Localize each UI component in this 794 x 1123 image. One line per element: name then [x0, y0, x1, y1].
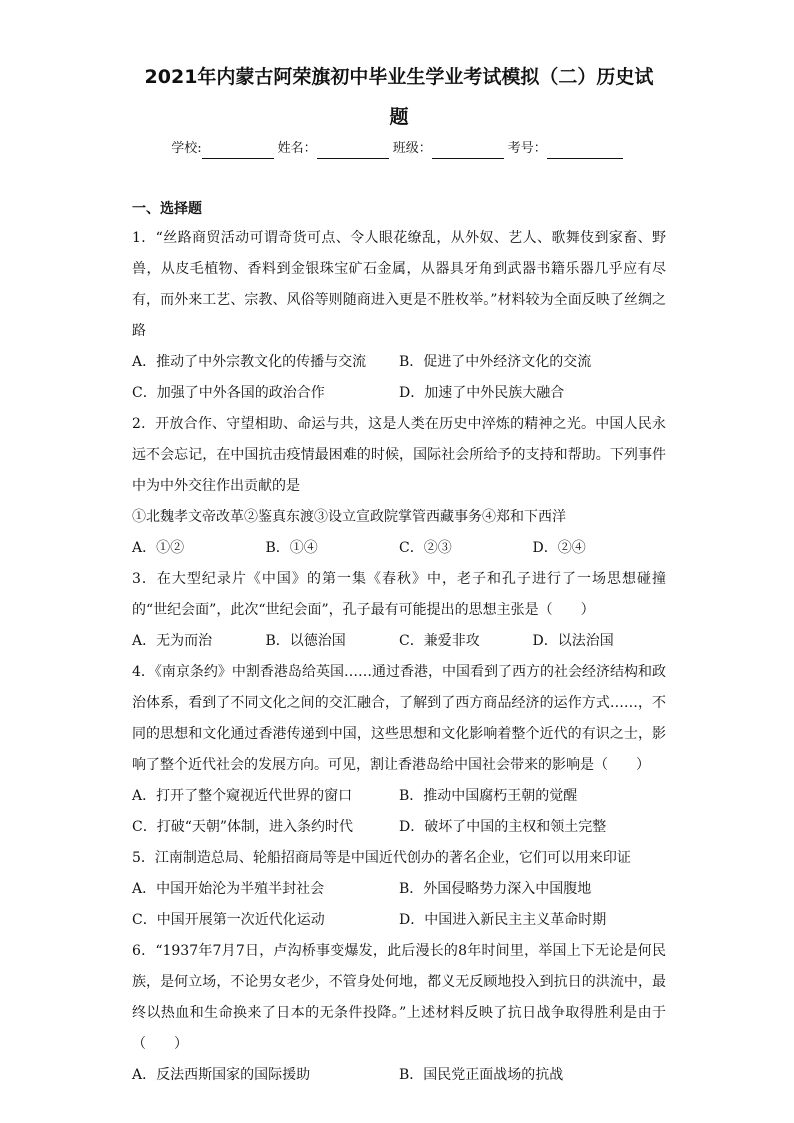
question-3 — [132, 564, 666, 657]
answer-option-c[interactable]: C．中国开展第一次近代化运动 — [132, 912, 325, 928]
answer-option-d[interactable]: D．破坏了中国的主权和领土完整 — [399, 819, 607, 835]
exam-number-blank[interactable] — [547, 144, 623, 159]
exam-number-label: 考号： — [507, 141, 547, 156]
section-heading: 一、选择题 — [132, 201, 202, 217]
name-label: 姓名： — [277, 141, 317, 156]
answer-option-b[interactable]: B．推动中国腐朽王朝的觉醒 — [399, 788, 578, 804]
answer-option-c[interactable]: C．加强了中外各国的政治合作 — [132, 385, 325, 401]
exam-number-field — [508, 139, 627, 159]
answer-option-b[interactable]: B．①④ — [265, 540, 318, 556]
question-1 — [132, 223, 666, 409]
answer-option-c[interactable]: C．兼爱非攻 — [399, 633, 480, 649]
answer-option-d[interactable]: D．以法治国 — [532, 633, 614, 649]
question-2 — [132, 409, 666, 564]
answer-options — [132, 874, 666, 936]
question-4 — [132, 657, 666, 843]
question-stem: 2．开放合作、守望相助、命运与共，这是人类在历史中淬炼的精神之光。中国人民永远不会忘记，在中国抗击疫情最困难的时候，国际社会所给予的支持和帮助。下列事件中为中外交往作出贡献的是 — [132, 416, 666, 494]
answer-options — [132, 626, 666, 657]
answer-option-a[interactable]: A．反法西斯国家的国际援助 — [132, 1067, 311, 1083]
question-stem: 4．《南京条约》中割香港岛给英国……通过香港，中国看到了西方的社会经济结构和政治体系，看到了不同文化之间的交汇融合，了解到了西方商品经济的运作方式……，不同的思想和文化通过香港传递到中国，这些思想和文化影响着整个近代的有识之士，影响了整个近代社会的发展方向。可见，割让香港岛给中国社会带来的影响是（ ） — [132, 664, 666, 773]
answer-option-a[interactable]: A．无为而治 — [132, 633, 213, 649]
answer-option-d[interactable]: D．中国进入新民主主义革命时期 — [399, 912, 607, 928]
question-6 — [132, 936, 666, 1091]
answer-option-b[interactable]: B．以德治国 — [265, 633, 346, 649]
answer-option-c[interactable]: C．打破“天朝”体制，进入条约时代 — [132, 819, 354, 835]
question-stem: 5．江南制造总局、轮船招商局等是中国近代创办的著名企业，它们可以用来印证 — [132, 850, 631, 866]
class-label: 班级： — [392, 141, 432, 156]
answer-option-d[interactable]: D．②④ — [532, 540, 586, 556]
question-list — [132, 223, 666, 1091]
question-stem: 6．“1937年7月7日，卢沟桥事变爆发，此后漫长的8年时间里，举国上下无论是何民族，是何立场，不论男女老少，不管身处何地，都义无反顾地投入到抗日的洪流中，最终以热血和生命换来了日本的无条件投降。”上述材料反映了抗日战争取得胜利是由于（ ） — [132, 943, 666, 1052]
school-field — [171, 139, 277, 159]
class-field — [393, 139, 508, 159]
question-stem: 1．“丝路商贸活动可谓奇货可点、令人眼花缭乱，从外奴、艺人、歌舞伎到家畜、野兽，从皮毛植物、香料到金银珠宝矿石金属，从器具牙角到武器书籍乐器几乎应有尽有，而外来工艺、宗教、风俗等则随商进入更是不胜枚举。”材料较为全面反映了丝绸之路 — [132, 230, 666, 339]
question-5 — [132, 843, 666, 936]
answer-option-a[interactable]: A．推动了中外宗教文化的传播与交流 — [132, 354, 367, 370]
class-blank[interactable] — [432, 144, 504, 159]
school-blank[interactable] — [202, 144, 274, 159]
answer-options — [132, 533, 666, 564]
exam-title-line-2: 题 — [389, 106, 409, 128]
answer-option-b[interactable]: B．外国侵略势力深入中国腹地 — [399, 881, 592, 897]
answer-options — [132, 781, 666, 843]
answer-option-a[interactable]: A．中国开始沦为半殖半封社会 — [132, 881, 325, 897]
answer-option-c[interactable]: C．②③ — [399, 540, 452, 556]
name-field — [278, 139, 393, 159]
student-info-row — [132, 139, 666, 159]
question-stem: 3．在大型纪录片《中国》的第一集《春秋》中，老子和孔子进行了一场思想碰撞的“世纪会面”，此次“世纪会面”，孔子最有可能提出的思想主张是（ ） — [132, 571, 666, 618]
answer-options — [132, 1060, 666, 1091]
answer-option-a[interactable]: A．打开了整个窥视近代世界的窗口 — [132, 788, 353, 804]
exam-title-line-1: 2021年内蒙古阿荣旗初中毕业生学业考试模拟（二）历史试 — [144, 66, 654, 88]
exam-title — [132, 0, 666, 137]
answer-option-b[interactable]: B．促进了中外经济文化的交流 — [399, 354, 592, 370]
name-blank[interactable] — [317, 144, 389, 159]
question-statements: ①北魏孝文帝改革②鉴真东渡③设立宣政院掌管西藏事务④郑和下西洋 — [132, 509, 566, 525]
answer-options — [132, 347, 666, 409]
answer-option-d[interactable]: D．加速了中外民族大融合 — [399, 385, 565, 401]
answer-option-a[interactable]: A．①② — [132, 540, 185, 556]
answer-option-b[interactable]: B．国民党正面战场的抗战 — [399, 1067, 564, 1083]
school-label: 学校: — [171, 141, 202, 156]
